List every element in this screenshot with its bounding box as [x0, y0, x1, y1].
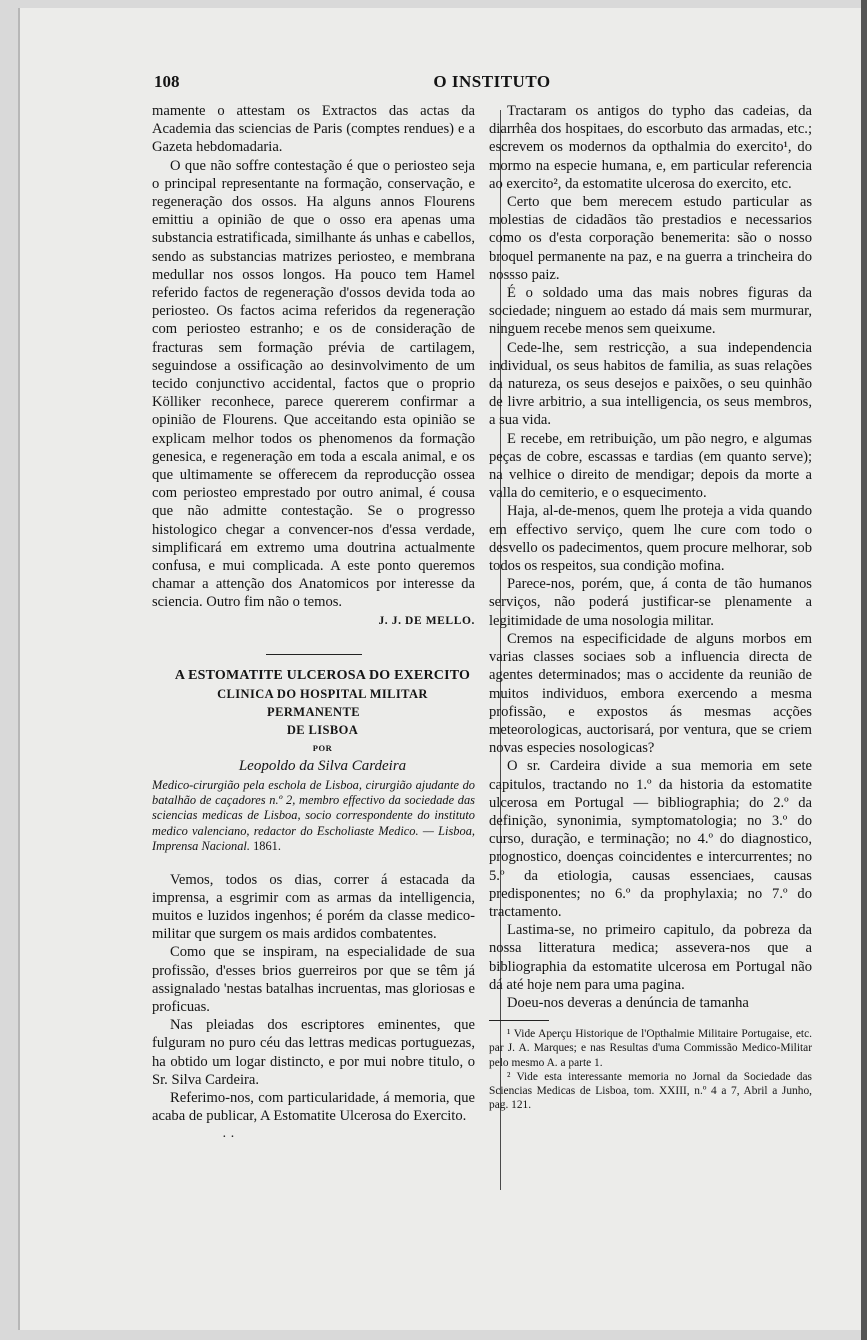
page-edge-shadow [861, 0, 867, 1340]
paragraph: Cede-lhe, sem restricção, a sua independencia individual, os seus habitos de familia, as suas relações da natureza, os seus desejos e paixões, o seu quinhão de livre arbitrio, a sua intelligencia, os seus membros, a sua vida. [489, 339, 812, 429]
section-separator [266, 654, 362, 655]
paragraph: mamente o attestam os Extractos das actas da Academia das sciencias de Paris (comptes rendues) e a Gazeta hebdomadaria. [152, 103, 475, 156]
running-title: O INSTITUTO [433, 72, 551, 91]
description-text: Medico-cirurgião pela eschola de Lisboa, cirurgião ajudante do batalhão de caçadores n.º 2, membro effectivo da sociedade das sciencias medicas de Lisboa, socio correspondente do instituto medico valenciano, redactor do Escholiaste Medico. — Lisboa, Imprensa Nacional. [152, 777, 475, 854]
paragraph: Parece-nos, porém, que, á conta de tão humanos serviços, não poderá justificar-se plenamente a legitimidade de uma nosologia militar. [489, 576, 812, 629]
left-column [152, 102, 475, 1148]
paragraph: Haja, al-de-menos, quem lhe proteja a vida quando em effectivo serviço, quem lhe cure com todo o desvello os padecimentos, quem procure melhorar, sob todos os respeitos, sua condição mofina. [489, 503, 812, 575]
paragraph: Vemos, todos os dias, correr á estacada da imprensa, a esgrimir com as armas da intelligencia, muitos e luzidos ingenhos; é porém da classe medico-militar que surgem os mais ardidos combatentes. [152, 871, 475, 943]
right-column [489, 102, 812, 1112]
paragraph: O que não soffre contestação é que o periosteo seja o principal representante na formação, conservação, e regeneração dos ossos. Ha alguns annos Flourens emittiu a opinião de que o osso era apenas uma substancia estratificada, similhante ás unhas e cabellos, sendo as substancias matrizes periosteo, e membrana medullar nos ossos longos. Ha pouco tem Hamel referido factos de regeneração d'ossos devida toda ao periosteo. Os factos acima referidos da regeneração com periosteo estranho; e os de consideração de fracturas sem formação prévia de cartilagem, seguindose a ossificação ao desinvolvimento de um tecido conjunctivo accidental, factos que o proprio Kölliker reconhece, parece quererem confirmar a opinião de Flourens. Que acceitando esta opinião se explicam melhor todos os phenomenos da formação genesica, e regeneração em toda a escala animal, e os que ultimamente se offerecem da reproducção ossea com periosteo emprestado por outro animal, é cousa que não admitte contestação. Se o progresso histologico chegar a convencer-nos d'essa verdade, simplificará em extremo uma doutrina actualmente confusa, e mui complicada. A este ponto queremos chamar a attenção dos Anatomicos por interesse da sciencia. Outro fim não o temos. [152, 157, 475, 611]
paragraph: Doeu-nos deveras a denúncia de tamanha [507, 994, 749, 1011]
footnote-rule [489, 1020, 549, 1021]
paragraph: Referimo-nos, com particularidade, á memoria, que acaba de publicar, A Estomatite Ulcerosa do Exercito. [152, 1089, 475, 1125]
paragraph: O sr. Cardeira divide a sua memoria em sete capitulos, tractando no 1.º da historia da estomatite ulcerosa em Portugal — bibliographia; do 2.º da definição, synonimia, symptomatologia; no 3.º do curso, duração, e terminação; no 4.º do diagnostico, prognostico, doenças coincidentes e intercurrentes; no 5.º da etiologia, causas essenciaes, causas predisponentes; no 6.º da prophylaxia; no 7.º do tractamento. [489, 758, 812, 920]
page-number: 108 [154, 72, 180, 91]
article-title: A ESTOMATITE ULCEROSA DO EXERCITO [174, 667, 471, 683]
printer-marks: · · [222, 1130, 235, 1146]
author-name: Leopoldo da Silva Cardeira [238, 758, 407, 775]
paragraph: É o soldado uma das mais nobres figuras da sociedade; ninguem ao estado dá mais sem murmurar, ninguem recebe menos sem queixume. [489, 285, 812, 338]
paragraph: Lastima-se, no primeiro capitulo, da pobreza da nossa litteratura medica; assevera-nos que a bibliographia da estomatite ulcerosa em Portugal não dá até hoje nem para uma pagina. [489, 922, 812, 993]
footnote: ¹ Vide Aperçu Historique de l'Opthalmie Militaire Portugaise, etc. par J. A. Marques; e nas Resultas d'uma Commissão Medico-Militar pelo mesmo A. a parte 1. [489, 1028, 812, 1069]
paragraph: Certo que bem merecem estudo particular as molestias de cidadãos tão prestadios e necessarios como os d'esta corporação benemerita: são o nosso broquel permanente na paz, e na guerra a trincheira do nossso paiz. [489, 194, 812, 283]
author-signature: J. J. DE MELLO. [378, 614, 475, 627]
article-subtitle: CLINICA DO HOSPITAL MILITAR PERMANENTE [217, 687, 428, 720]
publication-description [152, 778, 475, 855]
paragraph: Como que se inspiram, na especialidade de sua profissão, d'esses brios guerreiros por que se têm já assignalado 'nestas batalhas incruentas, mas gloriosas e proficuas. [152, 944, 475, 1015]
page-header [154, 72, 830, 96]
paragraph: E recebe, em retribuição, um pão negro, e algumas peças de cobre, escassas e tardias (em quanto serve); na velhice o direito de mendigar; depois da morte a valla do cemiterio, e o esquecimento. [489, 430, 812, 502]
paragraph: Nas pleiadas dos escriptores eminentes, que fulguram no puro céu das lettras medicas portuguezas, ha obtido um logar distincto, e por mui nobre titulo, o Sr. Silva Cardeira. [152, 1017, 475, 1088]
footnote: ² Vide esta interessante memoria no Jornal da Sociedade das Sciencias Medicas de Lisboa, tom. XXIII, n.º 4 a 7, Abril a Junho, pag. 121. [489, 1070, 812, 1112]
paragraph: Tractaram os antigos do typho das cadeias, da diarrhêa dos hospitaes, do escorbuto das armadas, etc.; escrevem os modernos da opthalmia do exercito¹, do mormo na especie humana, e, em particular referencia ao exercito², da estomatite ulcerosa do exercito, etc. [489, 103, 812, 192]
paragraph: Cremos na especificidade de alguns morbos em varias classes sociaes sob a influencia directa de agentes determinados; mas o accidente da reunião de muitos individuos, embora exercendo a mesma profissão, e expostos ás mesmas acções meteorologicas, auctorisará, por ventura, que se criem novas especies nosologicas? [489, 630, 812, 757]
publication-year: 1861. [253, 839, 281, 854]
byline-por: POR [312, 743, 333, 754]
article-subtitle: DE LISBOA [286, 723, 359, 738]
